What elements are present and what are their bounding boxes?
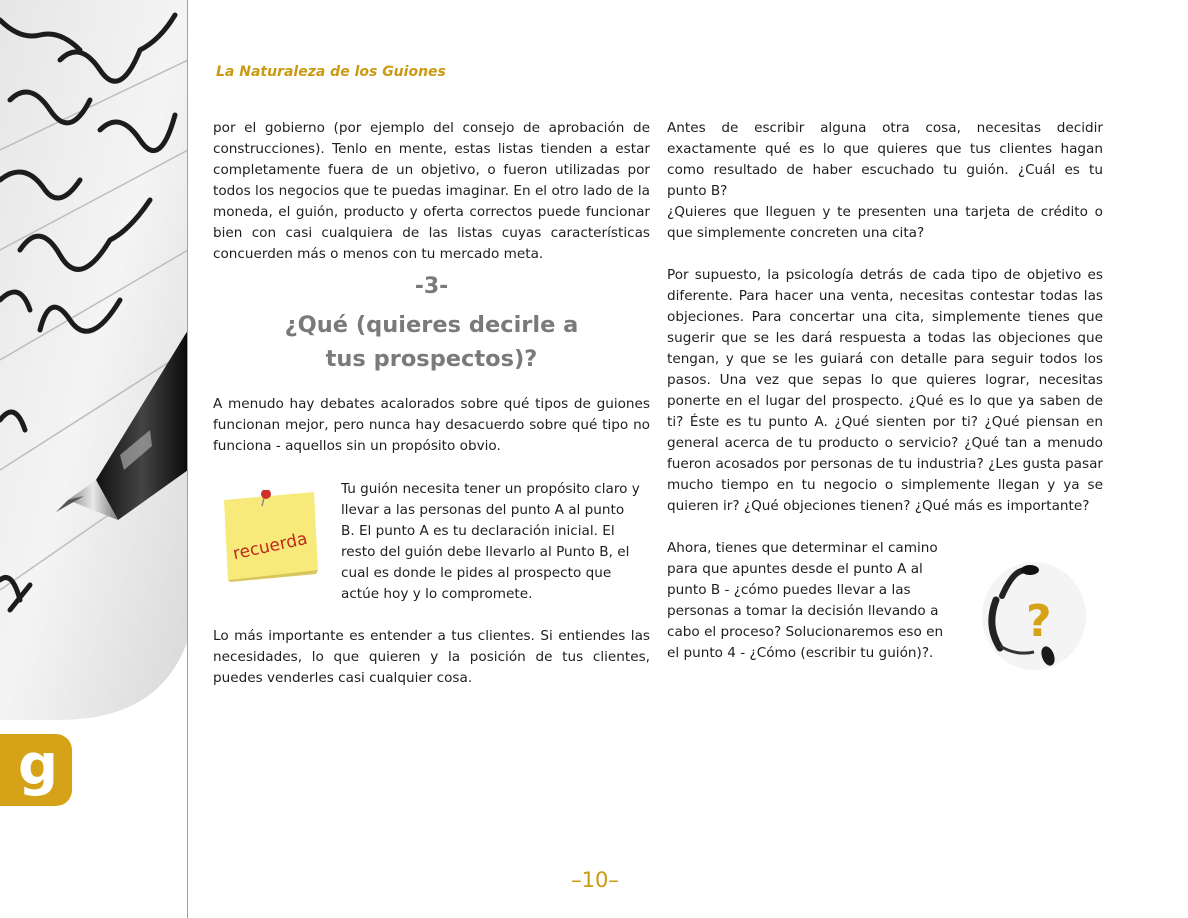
headset-question-icon (972, 556, 1088, 674)
page-number: –10– (571, 868, 619, 892)
section-title (213, 308, 650, 376)
right-paragraph-4: Ahora, tienes que determinar el camino para que apuntes desde el punto A al punto B - ¿cómo puedes llevar a las personas a tomar la decisión llevando a cabo el proceso? Solucionaremos eso en el punto 4 - ¿Cómo (escribir tu guión)?. (667, 540, 944, 661)
section-title-line-1: ¿Qué (quieres decirle a (284, 312, 579, 338)
question-mark: ? (1026, 596, 1052, 647)
left-paragraph-2: A menudo hay debates acalorados sobre qué tipos de guiones funcionan mejor, pero nunca hay desacuerdo sobre qué tipo no funciona - aquellos sin un propósito obvio. (213, 396, 650, 454)
left-paragraph-1: por el gobierno (por ejemplo del consejo de aprobación de construcciones). Tenlo en mente, estas listas tienden a estar completamente fuera de un objetivo, o fueron utilizadas por todos los negocios que te puedas imaginar. En el otro lado de la moneda, el guión, producto y oferta correctos puede funcionar bien con casi cualquiera de las listas cuyas características concuerden más o menos con tu mercado meta. (213, 120, 650, 262)
recuerda-sticky-note (218, 490, 320, 582)
page-divider-line (187, 0, 188, 918)
left-paragraph-3: Lo más importante es entender a tus clientes. Si entiendes las necesidades, lo que quieren y la posición de tus clientes, puedes venderles casi cualquier cosa. (213, 628, 650, 686)
book-logo (0, 734, 72, 806)
note-text: Tu guión necesita tener un propósito claro y llevar a las personas del punto A al punto B. El punto A es tu declaración inicial. El resto del guión debe llevarlo al Punto B, el cual es donde le pides al prospecto que actúe hoy y lo compromete. (341, 481, 640, 602)
right-paragraph-1: Antes de escribir alguna otra cosa, necesitas decidir exactamente qué es lo que quieres que tus clientes hagan como resultado de haber escuchado tu guión. ¿Cuál es tu punto B? (667, 120, 1103, 199)
right-paragraph-3: Por supuesto, la psicología detrás de cada tipo de objetivo es diferente. Para hacer una venta, necesitas contestar todas las objeciones. Para concertar una cita, simplemente tienes que sugerir que se les dará respuesta a todas las objeciones que tengan, y que se les guiará con detalle para seguir todos los pasos. Una vez que sepas lo que quieres lograr, necesitas ponerte en el lugar del prospecto. ¿Qué es lo que ya saben de ti? Éste es tu punto A. ¿Qué sienten por ti? ¿Qué piensan en general acerca de tu producto o servicio? ¿Qué tan a menudo fueron acosados por personas de tu industria? ¿Les gusta pasar mucho tiempo en tu negocio o simplemente llegan y ya se quieren ir? ¿Qué objeciones tienen? ¿Qué más es importante? (667, 267, 1103, 514)
running-header: La Naturaleza de los Guiones (216, 64, 446, 80)
logo-letter: g (18, 733, 59, 798)
section-title-line-2: tus prospectos)? (325, 346, 538, 372)
section-number: -3- (414, 274, 449, 299)
right-paragraph-2: ¿Quieres que lleguen y te presenten una tarjeta de crédito o que simplemente concreten una cita? (667, 204, 1103, 241)
note-label: recuerda (231, 528, 310, 565)
